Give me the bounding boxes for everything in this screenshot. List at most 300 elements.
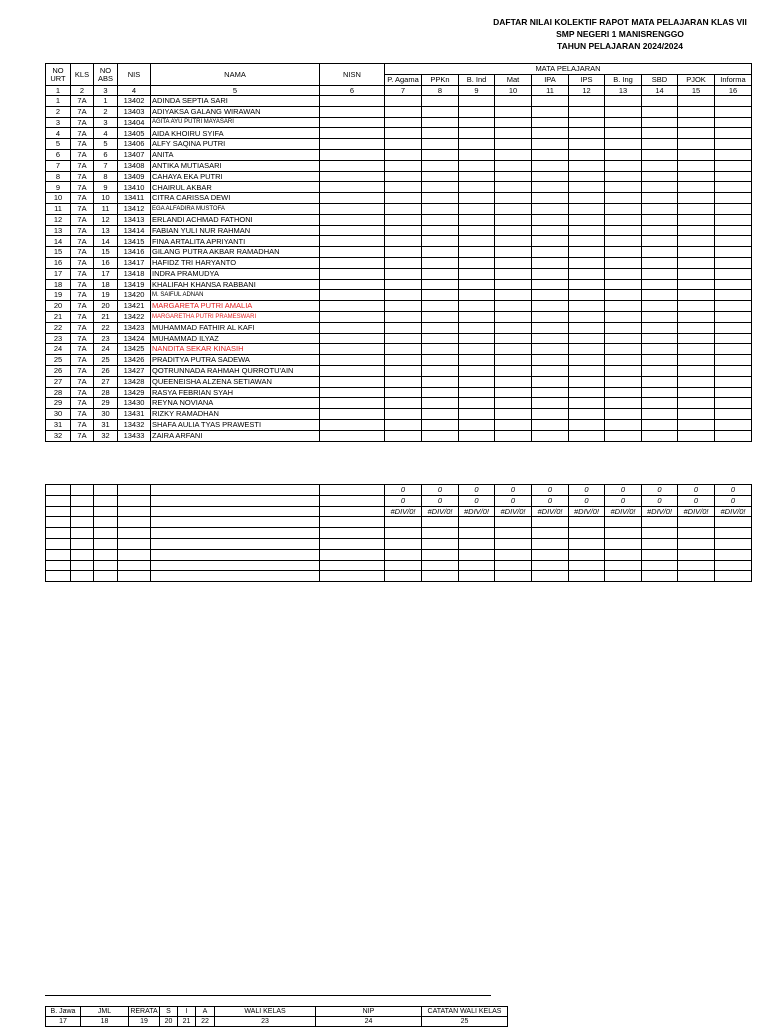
column-number: 11 [532, 86, 569, 96]
cell-grade [495, 193, 532, 204]
header-nama: NAMA [151, 64, 320, 86]
summary-cell-empty [422, 571, 459, 582]
cell-grade [642, 225, 678, 236]
subject-header: IPA [532, 75, 569, 86]
cell-grade [422, 96, 459, 107]
cell-nisn [320, 279, 385, 290]
cell-nama: ZAIRA ARFANI [151, 430, 320, 441]
cell-grade [459, 344, 495, 355]
summary-cell-empty [320, 571, 385, 582]
summary-row-empty [46, 549, 752, 560]
cell-grade [642, 430, 678, 441]
cell-no-urt: 5 [46, 139, 71, 150]
subject-header: PPKn [422, 75, 459, 86]
cell-grade [459, 409, 495, 420]
cell-kls: 7A [71, 236, 94, 247]
cell-grade [459, 203, 495, 214]
cell-grade [569, 279, 605, 290]
cell-grade [569, 182, 605, 193]
cell-grade [385, 182, 422, 193]
cell-grade [605, 409, 642, 420]
summary-cell-empty [532, 560, 569, 571]
summary-cell-empty [642, 517, 678, 528]
summary-cell-empty [459, 571, 495, 582]
cell-grade [715, 398, 752, 409]
summary-cell-empty [46, 528, 71, 539]
cell-nama: QUEENEISHA ALZENA SETIAWAN [151, 376, 320, 387]
cell-no-urt: 6 [46, 149, 71, 160]
cell-grade [459, 268, 495, 279]
cell-nama: SHAFA AULIA TYAS PRAWESTI [151, 419, 320, 430]
summary-cell-empty [422, 517, 459, 528]
summary-cell-empty [320, 495, 385, 506]
cell-no-urt: 8 [46, 171, 71, 182]
footer-column-number: 22 [196, 1017, 215, 1027]
cell-grade [569, 96, 605, 107]
cell-grade [605, 344, 642, 355]
cell-grade [532, 365, 569, 376]
table-row [46, 139, 752, 150]
cell-grade [422, 387, 459, 398]
summary-cell-empty [642, 538, 678, 549]
summary-row-empty [46, 517, 752, 528]
cell-no-urt: 28 [46, 387, 71, 398]
summary-cell-empty [46, 495, 71, 506]
cell-grade [385, 128, 422, 139]
cell-grade [459, 311, 495, 322]
cell-no-abs: 10 [94, 193, 118, 204]
cell-no-urt: 1 [46, 96, 71, 107]
cell-kls: 7A [71, 268, 94, 279]
cell-grade [569, 290, 605, 301]
cell-grade [605, 171, 642, 182]
cell-grade [605, 290, 642, 301]
cell-kls: 7A [71, 247, 94, 258]
cell-grade [678, 409, 715, 420]
cell-grade [385, 171, 422, 182]
cell-no-abs: 27 [94, 376, 118, 387]
cell-no-abs: 23 [94, 333, 118, 344]
cell-grade [605, 311, 642, 322]
summary-cell-empty [532, 549, 569, 560]
cell-grade [678, 301, 715, 312]
cell-grade [642, 106, 678, 117]
cell-grade [495, 128, 532, 139]
summary-cell-empty [71, 528, 94, 539]
cell-grade [459, 419, 495, 430]
cell-no-urt: 12 [46, 214, 71, 225]
cell-grade [495, 225, 532, 236]
cell-nisn [320, 311, 385, 322]
cell-grade [532, 344, 569, 355]
cell-kls: 7A [71, 387, 94, 398]
cell-nis: 13420 [118, 290, 151, 301]
cell-grade [569, 225, 605, 236]
summary-cell-empty [94, 549, 118, 560]
cell-no-abs: 9 [94, 182, 118, 193]
summary-cell-empty [151, 571, 320, 582]
cell-grade [385, 430, 422, 441]
cell-grade [605, 279, 642, 290]
cell-nis: 13403 [118, 106, 151, 117]
cell-no-urt: 13 [46, 225, 71, 236]
cell-nama: M. SAIFUL ADNAN [151, 290, 320, 301]
cell-grade [569, 344, 605, 355]
cell-grade [385, 139, 422, 150]
cell-grade [605, 193, 642, 204]
cell-grade [495, 365, 532, 376]
cell-grade [569, 247, 605, 258]
cell-grade [422, 279, 459, 290]
cell-no-abs: 12 [94, 214, 118, 225]
cell-grade [605, 430, 642, 441]
cell-grade [495, 247, 532, 258]
cell-grade [459, 301, 495, 312]
cell-nisn [320, 376, 385, 387]
summary-value: 0 [642, 485, 678, 496]
cell-grade [422, 128, 459, 139]
cell-grade [532, 333, 569, 344]
summary-cell-empty [71, 506, 94, 517]
cell-grade [678, 355, 715, 366]
summary-cell-empty [151, 528, 320, 539]
cell-nis: 13404 [118, 117, 151, 128]
cell-grade [569, 117, 605, 128]
cell-no-urt: 21 [46, 311, 71, 322]
column-number: 12 [569, 86, 605, 96]
cell-nama: MARGARETA PUTRI AMALIA [151, 301, 320, 312]
cell-nama: ERLANDI ACHMAD FATHONI [151, 214, 320, 225]
cell-grade [605, 387, 642, 398]
cell-grade [532, 203, 569, 214]
table-row [46, 344, 752, 355]
cell-grade [678, 225, 715, 236]
cell-grade [385, 301, 422, 312]
cell-nis: 13424 [118, 333, 151, 344]
cell-grade [495, 171, 532, 182]
cell-grade [422, 247, 459, 258]
summary-cell-empty [642, 549, 678, 560]
subject-header: B. Ind [459, 75, 495, 86]
cell-grade [642, 139, 678, 150]
footer-column-number: 17 [46, 1017, 81, 1027]
cell-nis: 13415 [118, 236, 151, 247]
cell-grade [715, 355, 752, 366]
cell-nisn [320, 290, 385, 301]
summary-cell-empty [118, 538, 151, 549]
cell-grade [495, 355, 532, 366]
summary-cell-empty [151, 485, 320, 496]
cell-grade [642, 419, 678, 430]
summary-value: 0 [422, 485, 459, 496]
cell-nisn [320, 430, 385, 441]
cell-nama: HAFIDZ TRI HARYANTO [151, 257, 320, 268]
cell-no-urt: 22 [46, 322, 71, 333]
summary-cell-empty [459, 528, 495, 539]
cell-grade [495, 149, 532, 160]
cell-nisn [320, 117, 385, 128]
cell-grade [605, 333, 642, 344]
summary-cell-empty [385, 560, 422, 571]
summary-cell-empty [71, 517, 94, 528]
cell-no-abs: 25 [94, 355, 118, 366]
cell-no-abs: 4 [94, 128, 118, 139]
cell-grade [532, 419, 569, 430]
cell-grade [715, 311, 752, 322]
cell-grade [715, 365, 752, 376]
summary-cell-empty [678, 549, 715, 560]
cell-grade [422, 301, 459, 312]
cell-nis: 13414 [118, 225, 151, 236]
header-kls: KLS [71, 64, 94, 86]
cell-no-abs: 26 [94, 365, 118, 376]
cell-no-abs: 32 [94, 430, 118, 441]
cell-nisn [320, 225, 385, 236]
cell-nisn [320, 160, 385, 171]
cell-grade [385, 247, 422, 258]
cell-grade [715, 236, 752, 247]
summary-value: 0 [678, 495, 715, 506]
cell-nisn [320, 139, 385, 150]
column-number: 14 [642, 86, 678, 96]
cell-grade [642, 355, 678, 366]
summary-cell-empty [320, 506, 385, 517]
cell-grade [678, 117, 715, 128]
subject-header: Informa [715, 75, 752, 86]
cell-grade [569, 236, 605, 247]
cell-grade [715, 214, 752, 225]
cell-kls: 7A [71, 149, 94, 160]
cell-grade [532, 301, 569, 312]
cell-nama: CITRA CARISSA DEWI [151, 193, 320, 204]
cell-grade [385, 365, 422, 376]
cell-grade [422, 419, 459, 430]
cell-nama: ADIYAKSA GALANG WIRAWAN [151, 106, 320, 117]
cell-grade [495, 279, 532, 290]
summary-cell-empty [118, 485, 151, 496]
cell-grade [569, 214, 605, 225]
cell-grade [385, 236, 422, 247]
summary-row-empty [46, 560, 752, 571]
summary-cell-empty [46, 571, 71, 582]
summary-row-empty [46, 538, 752, 549]
cell-nis: 13402 [118, 96, 151, 107]
summary-value: 0 [385, 485, 422, 496]
cell-grade [678, 193, 715, 204]
summary-cell-empty [320, 528, 385, 539]
summary-cell-empty [94, 528, 118, 539]
cell-nama: GILANG PUTRA AKBAR RAMADHAN [151, 247, 320, 258]
cell-grade [678, 333, 715, 344]
summary-row-empty [46, 528, 752, 539]
summary-cell-empty [532, 538, 569, 549]
summary-value: #DIV/0! [495, 506, 532, 517]
table-row [46, 149, 752, 160]
cell-nis: 13431 [118, 409, 151, 420]
summary-cell-empty [605, 528, 642, 539]
cell-grade [642, 311, 678, 322]
summary-value: 0 [715, 485, 752, 496]
cell-nisn [320, 182, 385, 193]
cell-grade [605, 365, 642, 376]
cell-grade [642, 193, 678, 204]
summary-cell-empty [385, 517, 422, 528]
subject-header: P. Agama [385, 75, 422, 86]
summary-value: #DIV/0! [532, 506, 569, 517]
cell-grade [715, 247, 752, 258]
title-line-3: TAHUN PELAJARAN 2024/2024 [557, 41, 683, 51]
table-row [46, 106, 752, 117]
cell-no-abs: 18 [94, 279, 118, 290]
table-row [46, 225, 752, 236]
cell-nis: 13430 [118, 398, 151, 409]
cell-grade [495, 236, 532, 247]
cell-grade [642, 409, 678, 420]
summary-cell-empty [495, 538, 532, 549]
cell-grade [605, 203, 642, 214]
cell-grade [385, 257, 422, 268]
cell-grade [605, 128, 642, 139]
table-row [46, 203, 752, 214]
summary-cell-empty [422, 528, 459, 539]
cell-grade [605, 419, 642, 430]
cell-nama: AIDA KHOIRU SYIFA [151, 128, 320, 139]
cell-grade [532, 311, 569, 322]
cell-grade [605, 96, 642, 107]
summary-value: #DIV/0! [642, 506, 678, 517]
cell-grade [715, 149, 752, 160]
cell-grade [459, 247, 495, 258]
cell-nis: 13413 [118, 214, 151, 225]
table-row [46, 387, 752, 398]
cell-grade [642, 171, 678, 182]
title-line-2: SMP NEGERI 1 MANISRENGGO [556, 29, 684, 39]
cell-grade [715, 257, 752, 268]
cell-grade [495, 344, 532, 355]
cell-nis: 13407 [118, 149, 151, 160]
cell-grade [422, 322, 459, 333]
cell-grade [642, 117, 678, 128]
cell-nis: 13433 [118, 430, 151, 441]
cell-kls: 7A [71, 365, 94, 376]
summary-cell-empty [46, 560, 71, 571]
cell-grade [605, 247, 642, 258]
cell-kls: 7A [71, 182, 94, 193]
summary-cell-empty [642, 560, 678, 571]
cell-nama: EGA ALFADIRA MUSTOFA [151, 203, 320, 214]
cell-grade [495, 117, 532, 128]
cell-grade [532, 376, 569, 387]
cell-grade [495, 311, 532, 322]
summary-cell-empty [715, 528, 752, 539]
footer-column-number: 23 [215, 1017, 316, 1027]
footer-column-number: 21 [178, 1017, 196, 1027]
cell-grade [715, 117, 752, 128]
cell-no-urt: 14 [46, 236, 71, 247]
cell-grade [715, 387, 752, 398]
cell-grade [605, 149, 642, 160]
cell-no-urt: 32 [46, 430, 71, 441]
cell-grade [532, 117, 569, 128]
footer-header: S [160, 1007, 178, 1017]
summary-cell-empty [715, 517, 752, 528]
cell-grade [642, 160, 678, 171]
cell-nisn [320, 193, 385, 204]
footer-column-number: 24 [316, 1017, 422, 1027]
cell-grade [678, 365, 715, 376]
cell-kls: 7A [71, 214, 94, 225]
cell-kls: 7A [71, 279, 94, 290]
cell-nis: 13409 [118, 171, 151, 182]
cell-nis: 13418 [118, 268, 151, 279]
cell-nis: 13406 [118, 139, 151, 150]
summary-cell-empty [569, 560, 605, 571]
cell-grade [385, 193, 422, 204]
table-row [46, 398, 752, 409]
summary-cell-empty [118, 560, 151, 571]
table-row [46, 117, 752, 128]
cell-grade [569, 268, 605, 279]
cell-no-urt: 2 [46, 106, 71, 117]
cell-kls: 7A [71, 106, 94, 117]
summary-table [45, 484, 752, 582]
cell-grade [569, 128, 605, 139]
summary-cell-empty [459, 560, 495, 571]
summary-cell-empty [495, 571, 532, 582]
cell-grade [422, 355, 459, 366]
cell-grade [532, 128, 569, 139]
summary-cell-empty [385, 549, 422, 560]
cell-grade [678, 290, 715, 301]
cell-grade [385, 398, 422, 409]
summary-value: #DIV/0! [605, 506, 642, 517]
summary-cell-empty [118, 495, 151, 506]
cell-grade [495, 301, 532, 312]
table-row [46, 376, 752, 387]
cell-grade [605, 106, 642, 117]
cell-no-urt: 20 [46, 301, 71, 312]
cell-grade [715, 106, 752, 117]
cell-grade [605, 225, 642, 236]
cell-grade [495, 182, 532, 193]
cell-grade [459, 322, 495, 333]
cell-grade [532, 247, 569, 258]
cell-grade [678, 247, 715, 258]
cell-grade [605, 322, 642, 333]
cell-no-abs: 7 [94, 160, 118, 171]
table-row [46, 365, 752, 376]
cell-nama: RASYA FEBRIAN SYAH [151, 387, 320, 398]
cell-kls: 7A [71, 355, 94, 366]
cell-nisn [320, 409, 385, 420]
cell-grade [532, 257, 569, 268]
cell-kls: 7A [71, 160, 94, 171]
cell-grade [459, 149, 495, 160]
summary-cell-empty [118, 506, 151, 517]
cell-grade [678, 149, 715, 160]
cell-grade [459, 160, 495, 171]
cell-nis: 13419 [118, 279, 151, 290]
cell-grade [495, 387, 532, 398]
cell-no-abs: 6 [94, 149, 118, 160]
cell-no-urt: 7 [46, 160, 71, 171]
summary-cell-empty [532, 517, 569, 528]
summary-value: #DIV/0! [569, 506, 605, 517]
summary-cell-empty [320, 549, 385, 560]
document-title [480, 16, 760, 52]
summary-cell-empty [495, 549, 532, 560]
summary-cell-empty [569, 538, 605, 549]
